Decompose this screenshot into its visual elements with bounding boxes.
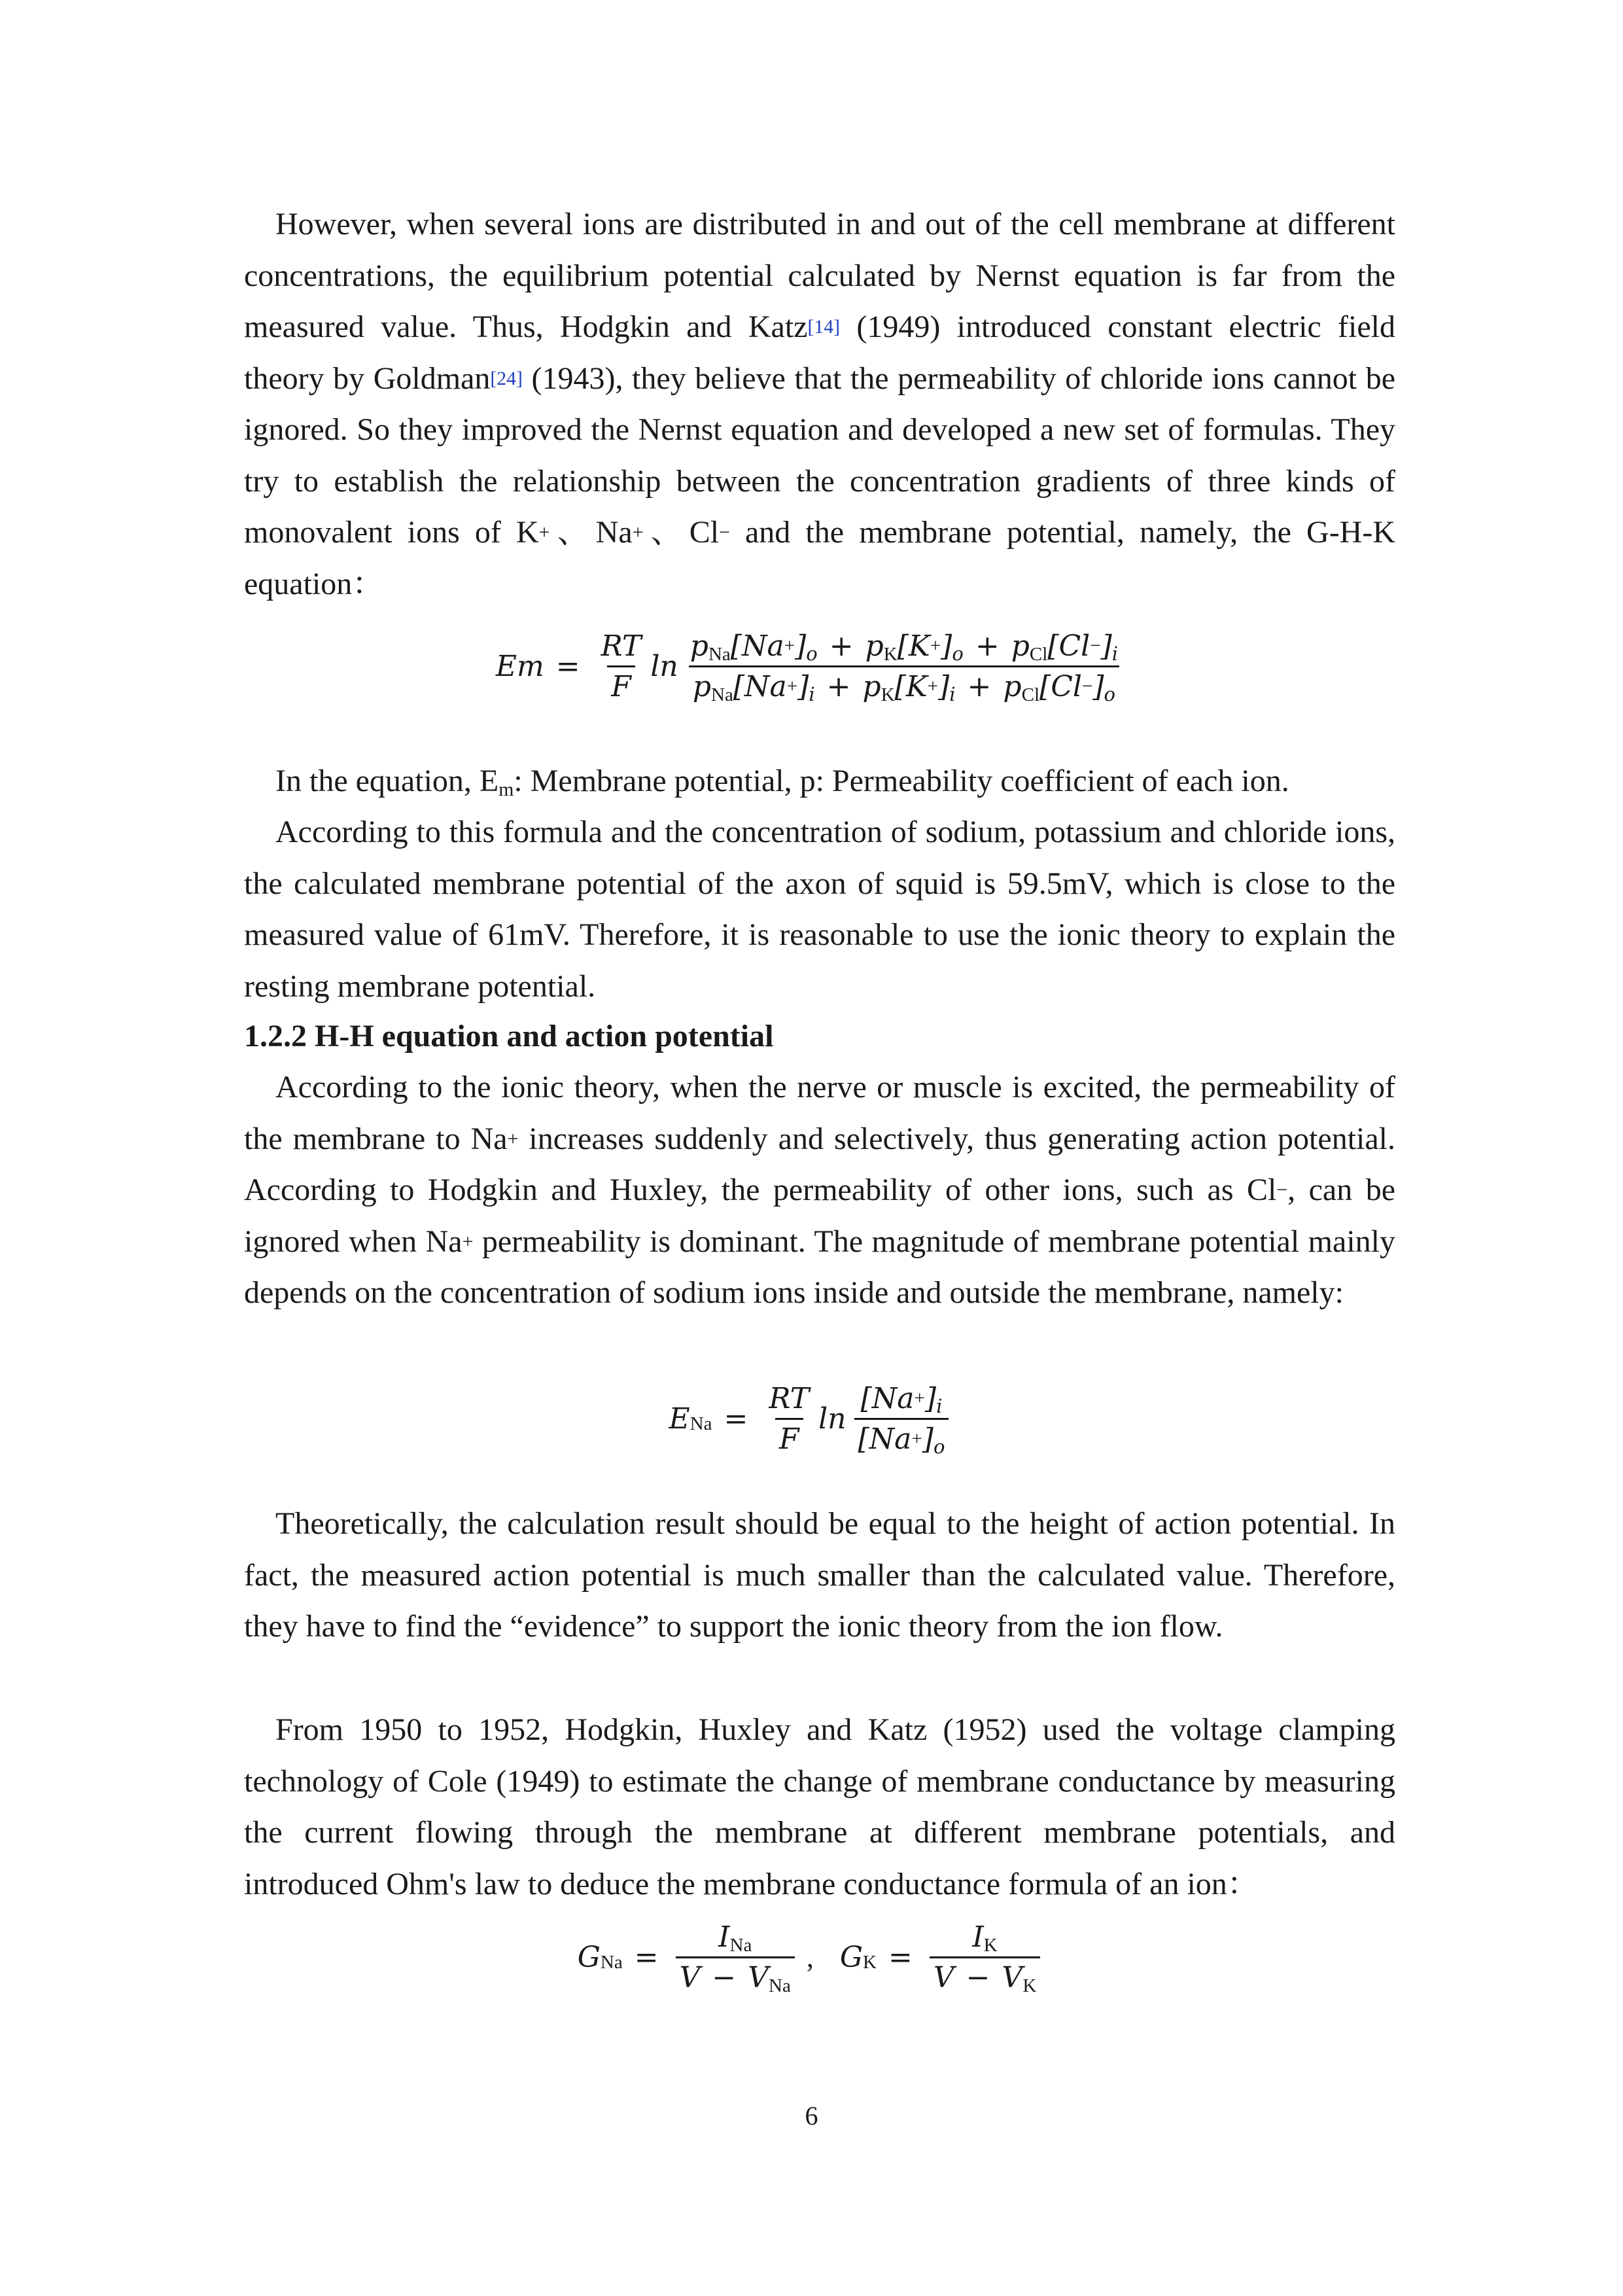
equation-nernst-na: E $_{Na}$ = $\frac{RT}{F}$ ln $\frac{[Na^+]_i}{[Na^+]_o}$ — [0, 1382, 1623, 1456]
paragraph-theoretical-result — [244, 1498, 1395, 1653]
superscript: + — [632, 521, 644, 544]
ghk-fraction: $\frac{p_{Na}[Na^+]_o + p_K[K^+]_o + p_{Cl}[Cl^-]_i}{p_{Na}[Na^+]_i + p_K[K^+]_i + p_{Cl}[Cl^-]_o}$ — [689, 629, 1119, 706]
superscript: + — [462, 1230, 474, 1252]
text-run: (1943), they believe that the permeability of chloride ions cannot be ignored. So they improved the Nernst equation and developed a new set of formulas. They try to establish the relationship between the concentration gradients of three kinds of monovalent ions of K — [244, 361, 1396, 550]
text-run: : Membrane potential, p: Permeability coefficient of each ion. — [514, 764, 1289, 798]
paragraph-voltage-clamp — [244, 1704, 1395, 1910]
text-run: increases suddenly and selectively, thus generating action potential. According to Hodgkin and Huxley, the permeability of other ions, such as Cl — [244, 1121, 1396, 1207]
paragraph-equation-legend — [244, 756, 1395, 807]
paragraph-text: According to this formula and the concentration of sodium, potassium and chloride ions, the calculated membrane potential of the axon of squid is 59.5mV, which is close to the measured value of 61mV. Therefore, it is reasonable to use the ionic theory to explain the resting membrane potential. — [244, 815, 1395, 1004]
citation-24[interactable]: [24] — [490, 367, 523, 389]
section-heading: 1.2.2 H-H equation and action potential — [244, 1019, 774, 1053]
text-run: 、Cl — [643, 515, 720, 550]
paragraph-action-potential — [244, 1062, 1395, 1319]
paragraph-ghk-intro — [244, 199, 1395, 610]
text-run: However, when several ions are distributed in and out of the cell membrane at different concentrations, the equilibrium potential calculated by Nernst equation is far from the measured value. Thus, Hodgkin and Katz — [244, 207, 1395, 344]
superscript: + — [507, 1127, 519, 1150]
paragraph-text: From 1950 to 1952, Hodgkin, Huxley and Katz (1952) used the voltage clamping technology of Cole (1949) to estimate the change of membrane conductance by measuring the current flowing through the membrane at different membrane potentials, and introduced Ohm's law to deduce the membrane conductance formula of an ion： — [244, 1712, 1395, 1901]
text-run: (1949) introduced constant electric field theory by Goldman — [244, 309, 1395, 396]
text-run: and the membrane potential, namely, the G-H-K equation： — [244, 515, 1395, 601]
superscript: + — [538, 521, 550, 544]
text-run: , can be ignored when Na — [244, 1173, 1395, 1259]
text-run: In the equation, E — [275, 764, 499, 798]
equation-conductance: G $_{Na}$ = $\frac{I_{Na}}{V - V_{Na}}$ , G $_K$ = $\frac{I_K}{V - V_K}$ — [0, 1920, 1623, 1994]
paragraph-squid-axon — [244, 807, 1395, 1012]
superscript: − — [719, 521, 730, 544]
paragraph-text: Theoretically, the calculation result should be equal to the height of action potential. In fact, the measured action potential is much smaller than the calculated value. Therefore, they have to find the “evidence” to support the ionic theory from the ion flow. — [244, 1506, 1395, 1644]
text-run: 、Na — [550, 515, 633, 550]
subscript: m — [498, 779, 514, 801]
text-run: permeability is dominant. The magnitude of membrane potential mainly depends on the concentration of sodium ions inside and outside the membrane, namely: — [244, 1224, 1395, 1310]
page-number: 6 — [805, 2101, 818, 2130]
equation-ghk: Em = $\frac{RT}{F}$ ln $\frac{p_{Na}[Na^+]_o + p_K[K^+]_o + p_{Cl}[Cl^-]_i}{p_{Na}[Na^+]_i + p_K[K^+]_i + p_{Cl}[Cl^-]_o}$ — [0, 629, 1623, 703]
superscript: − — [1276, 1179, 1288, 1201]
text-run: According to the ionic theory, when the nerve or muscle is excited, the permeability of the membrane to Na — [244, 1070, 1395, 1156]
citation-14[interactable]: [14] — [807, 316, 841, 338]
